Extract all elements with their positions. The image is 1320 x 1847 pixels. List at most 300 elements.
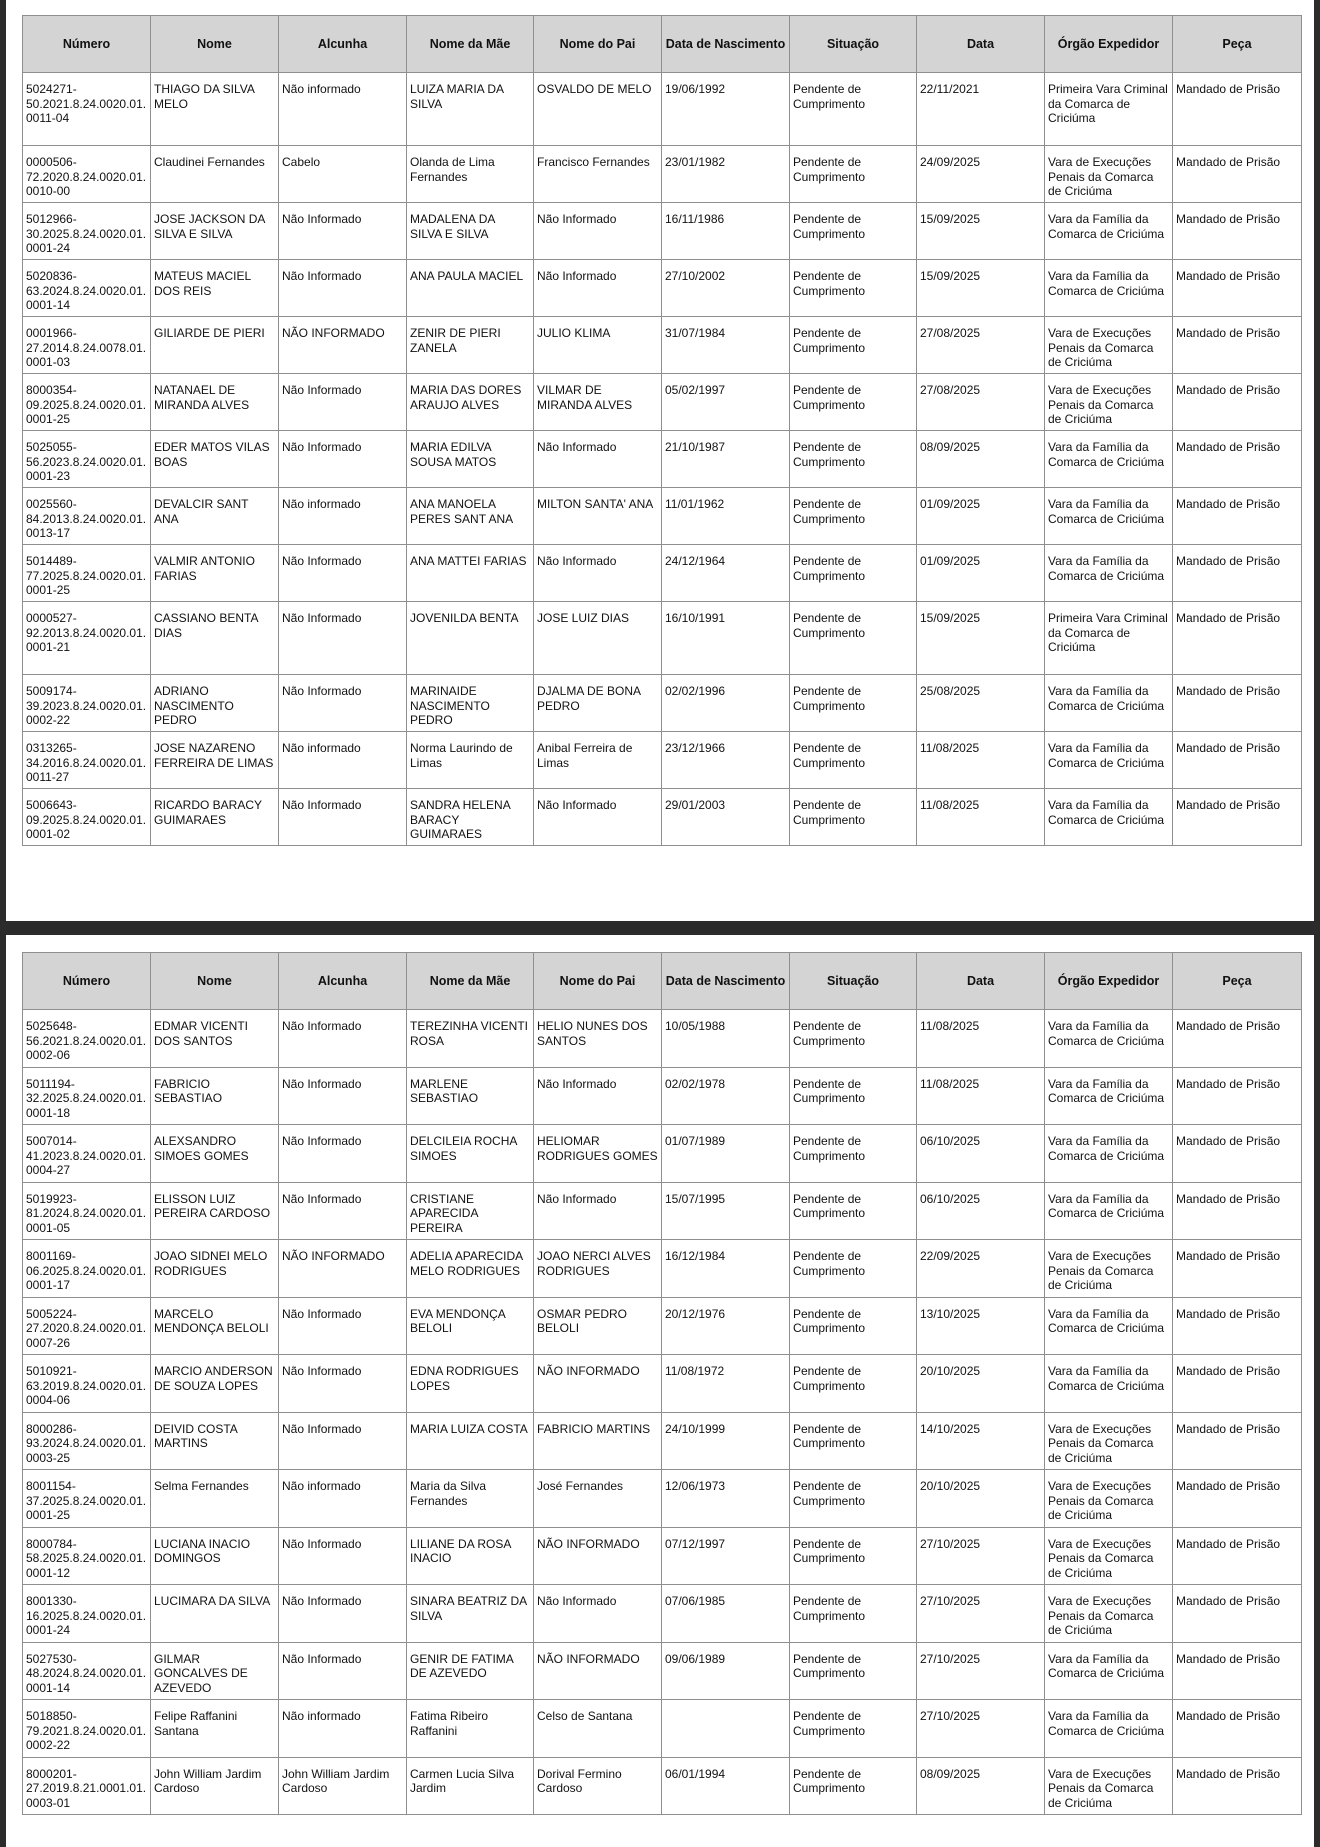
- cell-data: 15/09/2025: [917, 203, 1045, 260]
- cell-orgao-expedidor: Vara da Família da Comarca de Criciúma: [1045, 1067, 1173, 1125]
- cell-numero: 8000784-58.2025.8.24.0020.01.0001-12: [23, 1527, 151, 1585]
- cell-nome-da-mae: MARIA EDILVA SOUSA MATOS: [407, 431, 534, 488]
- cell-peca: Mandado de Prisão: [1173, 1700, 1302, 1758]
- cell-orgao-expedidor: Vara de Execuções Penais da Comarca de Criciúma: [1045, 1757, 1173, 1815]
- cell-data-de-nascimento: 02/02/1978: [662, 1067, 790, 1125]
- cell-nome-da-mae: Carmen Lucia Silva Jardim: [407, 1757, 534, 1815]
- cell-orgao-expedidor: Vara da Família da Comarca de Criciúma: [1045, 1010, 1173, 1068]
- cell-nome: GILMAR GONCALVES DE AZEVEDO: [151, 1642, 279, 1700]
- table-row: [23, 431, 1302, 488]
- cell-numero: 5024271-50.2021.8.24.0020.01.0011-04: [23, 73, 151, 146]
- cell-situacao: Pendente de Cumprimento: [790, 545, 917, 602]
- cell-orgao-expedidor: Vara da Família da Comarca de Criciúma: [1045, 1642, 1173, 1700]
- cell-peca: Mandado de Prisão: [1173, 146, 1302, 203]
- cell-situacao: Pendente de Cumprimento: [790, 1297, 917, 1355]
- cell-data: 11/08/2025: [917, 732, 1045, 789]
- cell-orgao-expedidor: Vara de Execuções Penais da Comarca de Criciúma: [1045, 146, 1173, 203]
- cell-nome: Claudinei Fernandes: [151, 146, 279, 203]
- cell-situacao: Pendente de Cumprimento: [790, 789, 917, 846]
- cell-alcunha: Não Informado: [279, 1182, 407, 1240]
- cell-data-de-nascimento: 02/02/1996: [662, 675, 790, 732]
- cell-situacao: Pendente de Cumprimento: [790, 374, 917, 431]
- cell-numero: 5007014-41.2023.8.24.0020.01.0004-27: [23, 1125, 151, 1183]
- cell-nome-da-mae: MARINAIDE NASCIMENTO PEDRO: [407, 675, 534, 732]
- table-row: [23, 1297, 1302, 1355]
- cell-alcunha: NÃO INFORMADO: [279, 317, 407, 374]
- cell-data-de-nascimento: 05/02/1997: [662, 374, 790, 431]
- cell-numero: 5012966-30.2025.8.24.0020.01.0001-24: [23, 203, 151, 260]
- cell-nome: MARCIO ANDERSON DE SOUZA LOPES: [151, 1355, 279, 1413]
- table-row: [23, 602, 1302, 675]
- cell-peca: Mandado de Prisão: [1173, 1527, 1302, 1585]
- cell-numero: 5018850-79.2021.8.24.0020.01.0002-22: [23, 1700, 151, 1758]
- cell-data: 20/10/2025: [917, 1355, 1045, 1413]
- cell-orgao-expedidor: Vara da Família da Comarca de Criciúma: [1045, 1182, 1173, 1240]
- cell-nome-da-mae: JOVENILDA BENTA: [407, 602, 534, 675]
- table-row: [23, 73, 1302, 146]
- cell-orgao-expedidor: Vara da Família da Comarca de Criciúma: [1045, 732, 1173, 789]
- cell-alcunha: NÃO INFORMADO: [279, 1240, 407, 1298]
- cell-situacao: Pendente de Cumprimento: [790, 203, 917, 260]
- cell-nome-da-mae: TEREZINHA VICENTI ROSA: [407, 1010, 534, 1068]
- cell-orgao-expedidor: Vara de Execuções Penais da Comarca de Criciúma: [1045, 1527, 1173, 1585]
- cell-orgao-expedidor: Primeira Vara Criminal da Comarca de Criciúma: [1045, 73, 1173, 146]
- cell-data-de-nascimento: 01/07/1989: [662, 1125, 790, 1183]
- cell-orgao-expedidor: Vara de Execuções Penais da Comarca de Criciúma: [1045, 1585, 1173, 1643]
- cell-nome-do-pai: Francisco Fernandes: [534, 146, 662, 203]
- cell-numero: 5019923-81.2024.8.24.0020.01.0001-05: [23, 1182, 151, 1240]
- cell-data: 11/08/2025: [917, 789, 1045, 846]
- cell-nome-da-mae: Fatima Ribeiro Raffanini: [407, 1700, 534, 1758]
- header-situacao: Situação: [790, 16, 917, 73]
- header-peca: Peça: [1173, 16, 1302, 73]
- cell-numero: 5025648-56.2021.8.24.0020.01.0002-06: [23, 1010, 151, 1068]
- cell-data: 06/10/2025: [917, 1125, 1045, 1183]
- cell-numero: 8001169-06.2025.8.24.0020.01.0001-17: [23, 1240, 151, 1298]
- table-row: [23, 1470, 1302, 1528]
- cell-nome: RICARDO BARACY GUIMARAES: [151, 789, 279, 846]
- cell-nome-do-pai: JOAO NERCI ALVES RODRIGUES: [534, 1240, 662, 1298]
- cell-data-de-nascimento: 21/10/1987: [662, 431, 790, 488]
- cell-alcunha: Não Informado: [279, 1585, 407, 1643]
- cell-situacao: Pendente de Cumprimento: [790, 1642, 917, 1700]
- cell-nome: NATANAEL DE MIRANDA ALVES: [151, 374, 279, 431]
- header-data: Data: [917, 16, 1045, 73]
- cell-nome: ADRIANO NASCIMENTO PEDRO: [151, 675, 279, 732]
- cell-nome-da-mae: CRISTIANE APARECIDA PEREIRA: [407, 1182, 534, 1240]
- cell-data: 27/08/2025: [917, 317, 1045, 374]
- cell-nome-da-mae: MARLENE SEBASTIAO: [407, 1067, 534, 1125]
- cell-peca: Mandado de Prisão: [1173, 1182, 1302, 1240]
- cell-nome: JOSE JACKSON DA SILVA E SILVA: [151, 203, 279, 260]
- cell-alcunha: Não Informado: [279, 203, 407, 260]
- cell-situacao: Pendente de Cumprimento: [790, 317, 917, 374]
- cell-orgao-expedidor: Vara de Execuções Penais da Comarca de Criciúma: [1045, 1470, 1173, 1528]
- cell-data: 01/09/2025: [917, 488, 1045, 545]
- cell-nome-do-pai: MILTON SANTA' ANA: [534, 488, 662, 545]
- cell-peca: Mandado de Prisão: [1173, 317, 1302, 374]
- cell-nome: THIAGO DA SILVA MELO: [151, 73, 279, 146]
- cell-nome: JOSE NAZARENO FERREIRA DE LIMAS: [151, 732, 279, 789]
- cell-nome-do-pai: OSMAR PEDRO BELOLI: [534, 1297, 662, 1355]
- cell-situacao: Pendente de Cumprimento: [790, 488, 917, 545]
- cell-data-de-nascimento: 24/10/1999: [662, 1412, 790, 1470]
- cell-situacao: Pendente de Cumprimento: [790, 675, 917, 732]
- cell-peca: Mandado de Prisão: [1173, 1297, 1302, 1355]
- cell-nome: LUCIMARA DA SILVA: [151, 1585, 279, 1643]
- cell-peca: Mandado de Prisão: [1173, 732, 1302, 789]
- cell-peca: Mandado de Prisão: [1173, 203, 1302, 260]
- table-row: [23, 545, 1302, 602]
- cell-nome: DEVALCIR SANT ANA: [151, 488, 279, 545]
- cell-data-de-nascimento: 07/12/1997: [662, 1527, 790, 1585]
- cell-data: 01/09/2025: [917, 545, 1045, 602]
- cell-situacao: Pendente de Cumprimento: [790, 1355, 917, 1413]
- cell-numero: 8000286-93.2024.8.24.0020.01.0003-25: [23, 1412, 151, 1470]
- cell-data: 27/10/2025: [917, 1700, 1045, 1758]
- cell-situacao: Pendente de Cumprimento: [790, 602, 917, 675]
- cell-data-de-nascimento: 16/12/1984: [662, 1240, 790, 1298]
- cell-nome-do-pai: HELIOMAR RODRIGUES GOMES: [534, 1125, 662, 1183]
- cell-data-de-nascimento: 11/08/1972: [662, 1355, 790, 1413]
- table-row: [23, 146, 1302, 203]
- cell-nome-do-pai: Não Informado: [534, 260, 662, 317]
- cell-data: 22/11/2021: [917, 73, 1045, 146]
- cell-orgao-expedidor: Vara da Família da Comarca de Criciúma: [1045, 545, 1173, 602]
- cell-orgao-expedidor: Vara de Execuções Penais da Comarca de Criciúma: [1045, 317, 1173, 374]
- cell-data: 25/08/2025: [917, 675, 1045, 732]
- cell-alcunha: John William Jardim Cardoso: [279, 1757, 407, 1815]
- table-row: [23, 488, 1302, 545]
- cell-orgao-expedidor: Vara da Família da Comarca de Criciúma: [1045, 260, 1173, 317]
- cell-nome-do-pai: NÃO INFORMADO: [534, 1355, 662, 1413]
- cell-peca: Mandado de Prisão: [1173, 1125, 1302, 1183]
- cell-data-de-nascimento: 12/06/1973: [662, 1470, 790, 1528]
- cell-data-de-nascimento: 10/05/1988: [662, 1010, 790, 1068]
- cell-data-de-nascimento: 19/06/1992: [662, 73, 790, 146]
- cell-alcunha: Não Informado: [279, 789, 407, 846]
- cell-numero: 0001966-27.2014.8.24.0078.01.0001-03: [23, 317, 151, 374]
- cell-numero: 5025055-56.2023.8.24.0020.01.0001-23: [23, 431, 151, 488]
- cell-numero: 5009174-39.2023.8.24.0020.01.0002-22: [23, 675, 151, 732]
- table-row: [23, 1527, 1302, 1585]
- cell-nome: Felipe Raffanini Santana: [151, 1700, 279, 1758]
- cell-situacao: Pendente de Cumprimento: [790, 1182, 917, 1240]
- cell-alcunha: Não Informado: [279, 431, 407, 488]
- cell-data-de-nascimento: 07/06/1985: [662, 1585, 790, 1643]
- cell-nome-da-mae: ANA MANOELA PERES SANT ANA: [407, 488, 534, 545]
- cell-alcunha: Não informado: [279, 488, 407, 545]
- cell-data-de-nascimento: 11/01/1962: [662, 488, 790, 545]
- cell-nome-do-pai: FABRICIO MARTINS: [534, 1412, 662, 1470]
- cell-orgao-expedidor: Vara da Família da Comarca de Criciúma: [1045, 1125, 1173, 1183]
- cell-nome-da-mae: ANA PAULA MACIEL: [407, 260, 534, 317]
- warrants-table-page-2: [22, 952, 1302, 1815]
- cell-situacao: Pendente de Cumprimento: [790, 431, 917, 488]
- cell-data-de-nascimento: 15/07/1995: [662, 1182, 790, 1240]
- table-row: [23, 1355, 1302, 1413]
- header-orgao-expedidor: Órgão Expedidor: [1045, 953, 1173, 1010]
- cell-data-de-nascimento: 27/10/2002: [662, 260, 790, 317]
- cell-nome: LUCIANA INACIO DOMINGOS: [151, 1527, 279, 1585]
- cell-alcunha: Não Informado: [279, 260, 407, 317]
- cell-peca: Mandado de Prisão: [1173, 789, 1302, 846]
- cell-nome-do-pai: Não Informado: [534, 789, 662, 846]
- cell-nome-da-mae: ZENIR DE PIERI ZANELA: [407, 317, 534, 374]
- cell-nome-da-mae: LUIZA MARIA DA SILVA: [407, 73, 534, 146]
- cell-alcunha: Não Informado: [279, 1125, 407, 1183]
- cell-nome-do-pai: DJALMA DE BONA PEDRO: [534, 675, 662, 732]
- cell-orgao-expedidor: Vara da Família da Comarca de Criciúma: [1045, 789, 1173, 846]
- cell-peca: Mandado de Prisão: [1173, 602, 1302, 675]
- cell-alcunha: Não Informado: [279, 374, 407, 431]
- cell-data-de-nascimento: 16/10/1991: [662, 602, 790, 675]
- cell-nome: CASSIANO BENTA DIAS: [151, 602, 279, 675]
- cell-orgao-expedidor: Vara da Família da Comarca de Criciúma: [1045, 431, 1173, 488]
- cell-data: 27/08/2025: [917, 374, 1045, 431]
- header-nome: Nome: [151, 953, 279, 1010]
- cell-alcunha: Não informado: [279, 1470, 407, 1528]
- table-row: [23, 374, 1302, 431]
- cell-nome-da-mae: EDNA RODRIGUES LOPES: [407, 1355, 534, 1413]
- cell-alcunha: Não Informado: [279, 1527, 407, 1585]
- cell-peca: Mandado de Prisão: [1173, 1585, 1302, 1643]
- cell-nome: MATEUS MACIEL DOS REIS: [151, 260, 279, 317]
- cell-numero: 8001154-37.2025.8.24.0020.01.0001-25: [23, 1470, 151, 1528]
- cell-data-de-nascimento: 09/06/1989: [662, 1642, 790, 1700]
- cell-orgao-expedidor: Vara da Família da Comarca de Criciúma: [1045, 675, 1173, 732]
- cell-data: 06/10/2025: [917, 1182, 1045, 1240]
- cell-nome-da-mae: EVA MENDONÇA BELOLI: [407, 1297, 534, 1355]
- cell-alcunha: Não informado: [279, 1700, 407, 1758]
- cell-nome-do-pai: JOSE LUIZ DIAS: [534, 602, 662, 675]
- cell-peca: Mandado de Prisão: [1173, 1470, 1302, 1528]
- cell-nome-do-pai: NÃO INFORMADO: [534, 1527, 662, 1585]
- cell-nome: JOAO SIDNEI MELO RODRIGUES: [151, 1240, 279, 1298]
- cell-nome-do-pai: Dorival Fermino Cardoso: [534, 1757, 662, 1815]
- table-row: [23, 1010, 1302, 1068]
- cell-data: 08/09/2025: [917, 1757, 1045, 1815]
- cell-numero: 8001330-16.2025.8.24.0020.01.0001-24: [23, 1585, 151, 1643]
- cell-nome-do-pai: Celso de Santana: [534, 1700, 662, 1758]
- table-row: [23, 1240, 1302, 1298]
- header-nome: Nome: [151, 16, 279, 73]
- cell-situacao: Pendente de Cumprimento: [790, 1125, 917, 1183]
- cell-situacao: Pendente de Cumprimento: [790, 1585, 917, 1643]
- table-row: [23, 1585, 1302, 1643]
- header-data: Data: [917, 953, 1045, 1010]
- table-row: [23, 203, 1302, 260]
- cell-situacao: Pendente de Cumprimento: [790, 1757, 917, 1815]
- cell-alcunha: Não informado: [279, 73, 407, 146]
- cell-peca: Mandado de Prisão: [1173, 73, 1302, 146]
- cell-peca: Mandado de Prisão: [1173, 431, 1302, 488]
- cell-data: 08/09/2025: [917, 431, 1045, 488]
- cell-nome-da-mae: ADELIA APARECIDA MELO RODRIGUES: [407, 1240, 534, 1298]
- cell-alcunha: Não Informado: [279, 675, 407, 732]
- cell-data: 14/10/2025: [917, 1412, 1045, 1470]
- cell-nome-do-pai: Anibal Ferreira de Limas: [534, 732, 662, 789]
- cell-numero: 8000201-27.2019.8.21.0001.01.0003-01: [23, 1757, 151, 1815]
- cell-data: 27/10/2025: [917, 1642, 1045, 1700]
- header-data-de-nascimento: Data de Nascimento: [662, 953, 790, 1010]
- cell-nome-da-mae: Olanda de Lima Fernandes: [407, 146, 534, 203]
- cell-data: 15/09/2025: [917, 260, 1045, 317]
- cell-nome-do-pai: José Fernandes: [534, 1470, 662, 1528]
- table-header-row: [23, 953, 1302, 1010]
- document-page-2: [6, 935, 1314, 1847]
- cell-orgao-expedidor: Vara da Família da Comarca de Criciúma: [1045, 1355, 1173, 1413]
- cell-situacao: Pendente de Cumprimento: [790, 1412, 917, 1470]
- table-header-row: [23, 16, 1302, 73]
- cell-nome: GILIARDE DE PIERI: [151, 317, 279, 374]
- cell-peca: Mandado de Prisão: [1173, 1067, 1302, 1125]
- cell-numero: 5027530-48.2024.8.24.0020.01.0001-14: [23, 1642, 151, 1700]
- cell-situacao: Pendente de Cumprimento: [790, 1240, 917, 1298]
- cell-alcunha: Não Informado: [279, 1412, 407, 1470]
- cell-nome-do-pai: JULIO KLIMA: [534, 317, 662, 374]
- cell-orgao-expedidor: Vara de Execuções Penais da Comarca de Criciúma: [1045, 1412, 1173, 1470]
- table-row: [23, 1125, 1302, 1183]
- cell-data: 13/10/2025: [917, 1297, 1045, 1355]
- table-row: [23, 1700, 1302, 1758]
- cell-nome-do-pai: NÃO INFORMADO: [534, 1642, 662, 1700]
- cell-data: 15/09/2025: [917, 602, 1045, 675]
- cell-nome-do-pai: HELIO NUNES DOS SANTOS: [534, 1010, 662, 1068]
- table-row: [23, 1757, 1302, 1815]
- cell-data-de-nascimento: 06/01/1994: [662, 1757, 790, 1815]
- cell-orgao-expedidor: Vara da Família da Comarca de Criciúma: [1045, 1700, 1173, 1758]
- cell-peca: Mandado de Prisão: [1173, 1642, 1302, 1700]
- cell-data: 27/10/2025: [917, 1527, 1045, 1585]
- cell-situacao: Pendente de Cumprimento: [790, 732, 917, 789]
- cell-peca: Mandado de Prisão: [1173, 1757, 1302, 1815]
- cell-nome: John William Jardim Cardoso: [151, 1757, 279, 1815]
- cell-alcunha: Não Informado: [279, 1355, 407, 1413]
- table-row: [23, 789, 1302, 846]
- cell-orgao-expedidor: Vara da Família da Comarca de Criciúma: [1045, 203, 1173, 260]
- cell-data-de-nascimento: 29/01/2003: [662, 789, 790, 846]
- cell-nome-da-mae: Norma Laurindo de Limas: [407, 732, 534, 789]
- cell-nome: Selma Fernandes: [151, 1470, 279, 1528]
- cell-nome-da-mae: GENIR DE FATIMA DE AZEVEDO: [407, 1642, 534, 1700]
- cell-numero: 0025560-84.2013.8.24.0020.01.0013-17: [23, 488, 151, 545]
- cell-nome-da-mae: MADALENA DA SILVA E SILVA: [407, 203, 534, 260]
- cell-orgao-expedidor: Vara da Família da Comarca de Criciúma: [1045, 1297, 1173, 1355]
- cell-situacao: Pendente de Cumprimento: [790, 1067, 917, 1125]
- table-row: [23, 1642, 1302, 1700]
- table-row: [23, 1182, 1302, 1240]
- cell-orgao-expedidor: Primeira Vara Criminal da Comarca de Criciúma: [1045, 602, 1173, 675]
- cell-nome-da-mae: ANA MATTEI FARIAS: [407, 545, 534, 602]
- cell-nome: FABRICIO SEBASTIAO: [151, 1067, 279, 1125]
- table-row: [23, 1067, 1302, 1125]
- cell-nome-da-mae: LILIANE DA ROSA INACIO: [407, 1527, 534, 1585]
- cell-nome: MARCELO MENDONÇA BELOLI: [151, 1297, 279, 1355]
- table-row: [23, 260, 1302, 317]
- cell-data-de-nascimento: 16/11/1986: [662, 203, 790, 260]
- cell-nome: EDER MATOS VILAS BOAS: [151, 431, 279, 488]
- cell-situacao: Pendente de Cumprimento: [790, 146, 917, 203]
- cell-alcunha: Não Informado: [279, 1642, 407, 1700]
- header-nome-do-pai: Nome do Pai: [534, 953, 662, 1010]
- cell-numero: 5006643-09.2025.8.24.0020.01.0001-02: [23, 789, 151, 846]
- cell-data: 22/09/2025: [917, 1240, 1045, 1298]
- cell-nome-da-mae: Maria da Silva Fernandes: [407, 1470, 534, 1528]
- cell-nome-da-mae: DELCILEIA ROCHA SIMOES: [407, 1125, 534, 1183]
- header-orgao-expedidor: Órgão Expedidor: [1045, 16, 1173, 73]
- cell-numero: 0000527-92.2013.8.24.0020.01.0001-21: [23, 602, 151, 675]
- table-row: [23, 1412, 1302, 1470]
- cell-alcunha: Não Informado: [279, 545, 407, 602]
- cell-numero: 5020836-63.2024.8.24.0020.01.0001-14: [23, 260, 151, 317]
- cell-nome-da-mae: SANDRA HELENA BARACY GUIMARAES: [407, 789, 534, 846]
- cell-numero: 8000354-09.2025.8.24.0020.01.0001-25: [23, 374, 151, 431]
- cell-data-de-nascimento: 23/12/1966: [662, 732, 790, 789]
- table-row: [23, 732, 1302, 789]
- cell-alcunha: Não informado: [279, 732, 407, 789]
- cell-nome-do-pai: Não Informado: [534, 431, 662, 488]
- header-numero: Número: [23, 16, 151, 73]
- header-data-de-nascimento: Data de Nascimento: [662, 16, 790, 73]
- cell-nome-do-pai: Não Informado: [534, 203, 662, 260]
- header-numero: Número: [23, 953, 151, 1010]
- header-nome-da-mae: Nome da Mãe: [407, 16, 534, 73]
- cell-data-de-nascimento: 24/12/1964: [662, 545, 790, 602]
- cell-orgao-expedidor: Vara da Família da Comarca de Criciúma: [1045, 488, 1173, 545]
- cell-nome-do-pai: Não Informado: [534, 545, 662, 602]
- cell-peca: Mandado de Prisão: [1173, 260, 1302, 317]
- cell-situacao: Pendente de Cumprimento: [790, 1700, 917, 1758]
- cell-data: 24/09/2025: [917, 146, 1045, 203]
- cell-numero: 5014489-77.2025.8.24.0020.01.0001-25: [23, 545, 151, 602]
- cell-numero: 0000506-72.2020.8.24.0020.01.0010-00: [23, 146, 151, 203]
- cell-data: 11/08/2025: [917, 1067, 1045, 1125]
- cell-alcunha: Não Informado: [279, 1067, 407, 1125]
- header-alcunha: Alcunha: [279, 953, 407, 1010]
- header-nome-da-mae: Nome da Mãe: [407, 953, 534, 1010]
- cell-data-de-nascimento: 31/07/1984: [662, 317, 790, 374]
- cell-numero: 5011194-32.2025.8.24.0020.01.0001-18: [23, 1067, 151, 1125]
- cell-nome-do-pai: Não Informado: [534, 1067, 662, 1125]
- table-row: [23, 675, 1302, 732]
- cell-alcunha: Não Informado: [279, 1297, 407, 1355]
- header-situacao: Situação: [790, 953, 917, 1010]
- cell-nome: ALEXSANDRO SIMOES GOMES: [151, 1125, 279, 1183]
- cell-data: 11/08/2025: [917, 1010, 1045, 1068]
- cell-peca: Mandado de Prisão: [1173, 374, 1302, 431]
- document-page-1: [6, 0, 1314, 921]
- cell-nome-da-mae: SINARA BEATRIZ DA SILVA: [407, 1585, 534, 1643]
- header-peca: Peça: [1173, 953, 1302, 1010]
- cell-nome-do-pai: VILMAR DE MIRANDA ALVES: [534, 374, 662, 431]
- cell-peca: Mandado de Prisão: [1173, 675, 1302, 732]
- cell-peca: Mandado de Prisão: [1173, 488, 1302, 545]
- cell-nome: ELISSON LUIZ PEREIRA CARDOSO: [151, 1182, 279, 1240]
- cell-nome: VALMIR ANTONIO FARIAS: [151, 545, 279, 602]
- cell-alcunha: Não Informado: [279, 602, 407, 675]
- cell-numero: 5005224-27.2020.8.24.0020.01.0007-26: [23, 1297, 151, 1355]
- cell-data: 27/10/2025: [917, 1585, 1045, 1643]
- table-row: [23, 317, 1302, 374]
- cell-situacao: Pendente de Cumprimento: [790, 260, 917, 317]
- cell-data-de-nascimento: 20/12/1976: [662, 1297, 790, 1355]
- cell-numero: 0313265-34.2016.8.24.0020.01.0011-27: [23, 732, 151, 789]
- cell-peca: Mandado de Prisão: [1173, 1240, 1302, 1298]
- cell-orgao-expedidor: Vara de Execuções Penais da Comarca de Criciúma: [1045, 1240, 1173, 1298]
- cell-numero: 5010921-63.2019.8.24.0020.01.0004-06: [23, 1355, 151, 1413]
- cell-peca: Mandado de Prisão: [1173, 1010, 1302, 1068]
